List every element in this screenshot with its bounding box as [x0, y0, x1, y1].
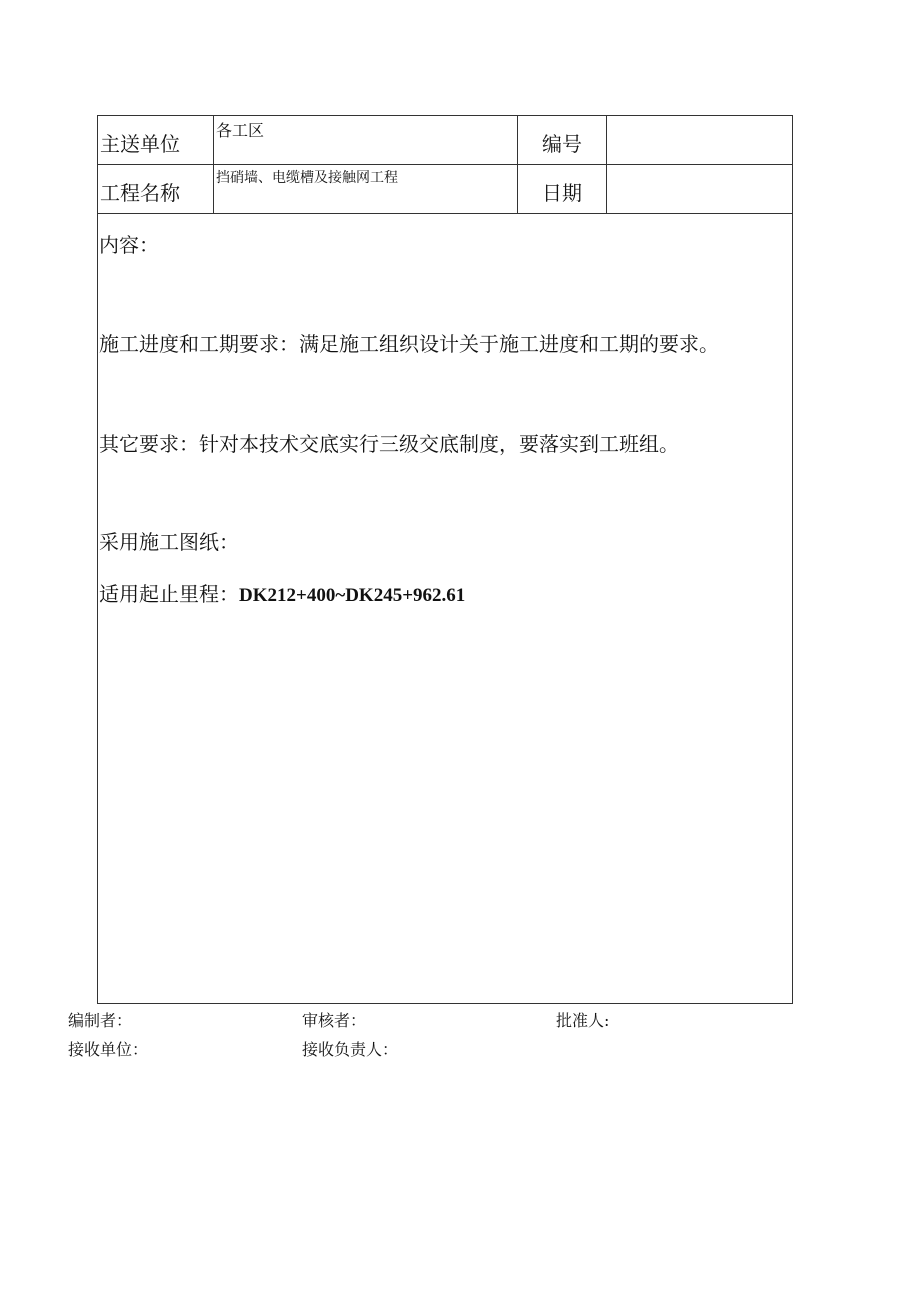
content-area[interactable] [98, 214, 792, 1003]
sender-label-cell [98, 116, 214, 164]
date-label-cell [518, 165, 607, 213]
number-value-cell[interactable] [607, 116, 792, 164]
project-label: 工程名称 [100, 181, 180, 205]
approver-label: 批准人: [556, 1011, 610, 1030]
sender-label: 主送单位 [100, 132, 180, 156]
sender-value-cell[interactable] [214, 116, 518, 164]
number-label: 编号 [542, 132, 582, 156]
reviewer-label: 审核者： [302, 1011, 367, 1030]
receiving-person-label: 接收负责人： [302, 1040, 399, 1059]
header-row-project [98, 165, 792, 214]
date-label: 日期 [542, 181, 582, 205]
date-value-cell[interactable] [607, 165, 792, 213]
compiler-label: 编制者： [68, 1011, 133, 1030]
mileage-value: DK212+400~DK245+962.61 [239, 585, 466, 606]
sender-value: 各工区 [216, 121, 265, 140]
project-value: 挡硝墙、电缆槽及接触网工程 [216, 170, 398, 186]
schedule-requirement: 施工进度和工期要求：满足施工组织设计关于施工进度和工期的要求。 [99, 332, 719, 356]
mileage-label: 适用起止里程： [99, 582, 239, 606]
number-label-cell [518, 116, 607, 164]
content-label: 内容： [99, 233, 159, 257]
mileage-line [99, 578, 465, 607]
project-label-cell [98, 165, 214, 213]
header-row-sender [98, 116, 792, 165]
receiving-unit-label: 接收单位： [68, 1040, 149, 1059]
technical-disclosure-form [97, 115, 793, 1004]
drawings-label: 采用施工图纸： [99, 530, 239, 554]
project-value-cell[interactable] [214, 165, 518, 213]
other-requirement: 其它要求：针对本技术交底实行三级交底制度，要落实到工班组。 [99, 432, 679, 456]
